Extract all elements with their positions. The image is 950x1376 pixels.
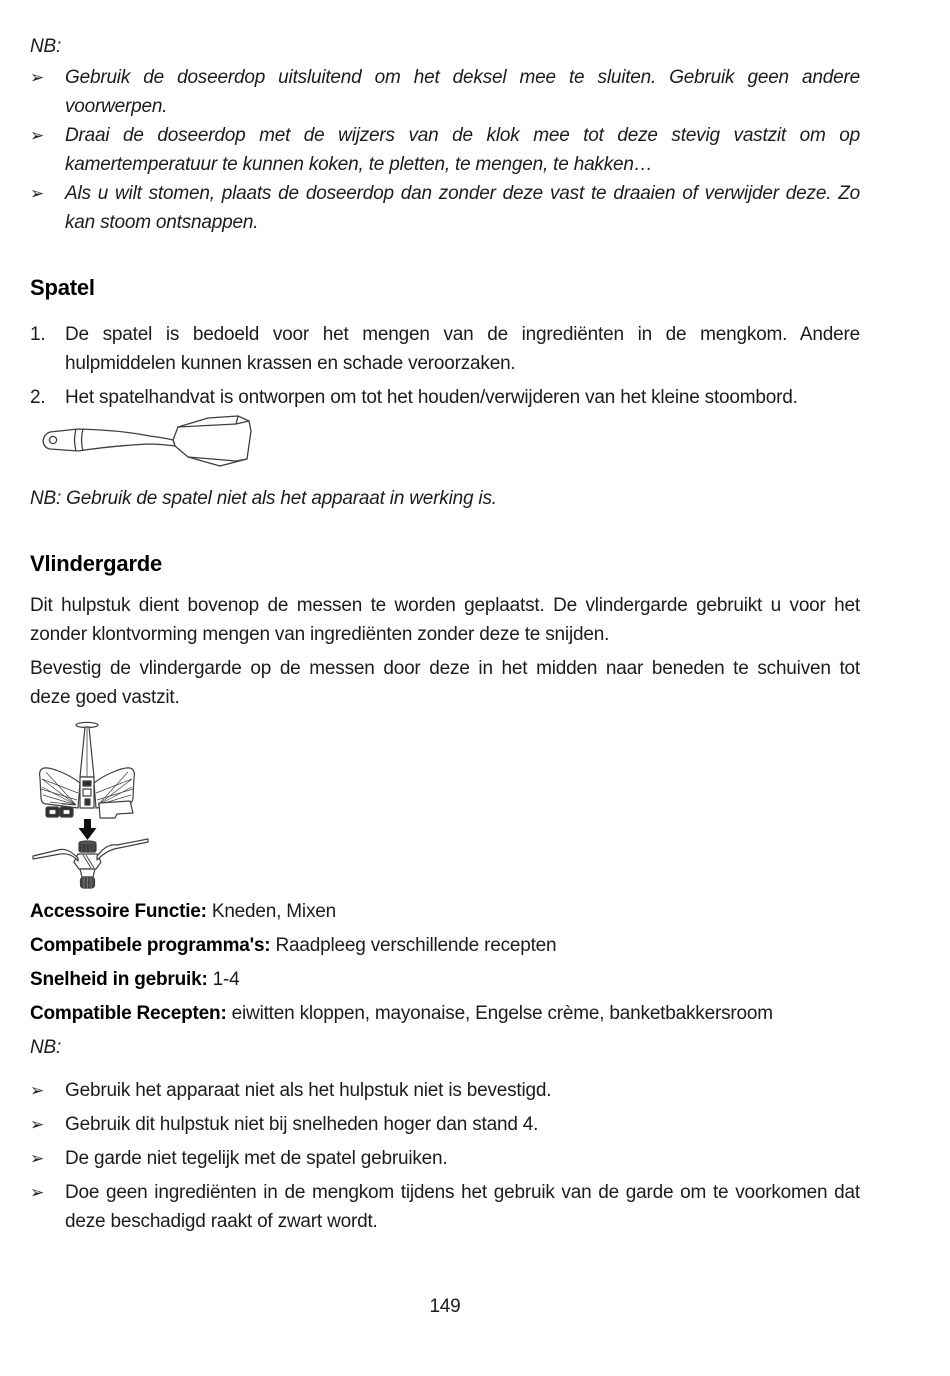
spec-line xyxy=(30,897,860,926)
list-item-line: Gebruik dit hulpstuk niet bij snelheden hoger dan stand 4. xyxy=(65,1114,539,1135)
spec-label: Compatible Recepten: xyxy=(30,1003,227,1024)
spatel-numbered-list xyxy=(30,320,860,412)
section-title-spatel: Spatel xyxy=(30,275,95,300)
paragraph-line: deze goed vastzit. xyxy=(30,687,180,708)
list-item xyxy=(30,383,860,412)
list-item-line: De garde niet tegelijk met de spatel gebruiken. xyxy=(65,1148,448,1169)
spec-label: Snelheid in gebruik: xyxy=(30,969,208,990)
spec-value: 1-4 xyxy=(207,969,240,990)
paragraph xyxy=(30,591,860,649)
butterfly-whisk-illustration xyxy=(30,717,152,889)
list-item-line: Gebruik het apparaat niet als het hulpstuk niet is bevestigd. xyxy=(65,1080,552,1101)
arrow-bullet-icon: ➢ xyxy=(30,68,45,87)
list-number: 2. xyxy=(30,387,46,408)
intro-note-list xyxy=(30,63,860,237)
arrow-bullet-icon: ➢ xyxy=(30,1115,45,1134)
list-item xyxy=(30,320,860,378)
paragraph-line: Dit hulpstuk dient bovenop de messen te worden geplaatst. De vlindergarde gebruikt u voor het xyxy=(30,595,860,616)
spec-label: Compatibele programma's: xyxy=(30,935,271,956)
list-item-line: deze beschadigd raakt of zwart wordt. xyxy=(65,1211,378,1232)
spec-value: Kneden, Mixen xyxy=(206,901,336,922)
spec-line xyxy=(30,965,860,994)
list-item xyxy=(30,1076,860,1105)
page-number: 149 xyxy=(429,1296,461,1317)
section-title-vlindergarde: Vlindergarde xyxy=(30,551,163,576)
arrow-bullet-icon: ➢ xyxy=(30,1149,45,1168)
spec-line xyxy=(30,999,860,1028)
list-item-line: Als u wilt stomen, plaats de doseerdop dan zonder deze vast te draaien of verwijder deze. Zo xyxy=(65,183,860,204)
list-item-line: hulpmiddelen kunnen krassen en schade veroorzaken. xyxy=(65,353,516,374)
spec-label: Accessoire Functie: xyxy=(30,901,207,922)
list-item xyxy=(30,63,860,121)
list-item-line: kan stoom ontsnappen. xyxy=(65,212,259,233)
list-item-line: Gebruik de doseerdop uitsluitend om het deksel mee te sluiten. Gebruik geen andere xyxy=(65,67,860,88)
list-item xyxy=(30,121,860,179)
note-label-mid: NB: xyxy=(30,1037,62,1058)
arrow-bullet-icon: ➢ xyxy=(30,184,45,203)
list-item-line: Doe geen ingrediënten in de mengkom tijdens het gebruik van de garde om te voorkomen dat xyxy=(65,1182,860,1203)
list-item-line: Het spatelhandvat is ontworpen om tot het houden/verwijderen van het kleine stoombord. xyxy=(65,387,798,408)
paragraph xyxy=(30,654,860,712)
list-number: 1. xyxy=(30,324,46,345)
list-item-line: Draai de doseerdop met de wijzers van de klok mee tot deze stevig vastzit om op xyxy=(65,125,860,146)
list-item-line: kamertemperatuur te kunnen koken, te pletten, te mengen, te hakken… xyxy=(65,154,653,175)
arrow-bullet-icon: ➢ xyxy=(30,126,45,145)
spatel-note: NB: Gebruik de spatel niet als het apparaat in werking is. xyxy=(30,488,497,509)
spec-value: Raadpleeg verschillende recepten xyxy=(270,935,557,956)
warning-list xyxy=(30,1076,860,1236)
note-label-top: NB: xyxy=(30,36,62,57)
paragraph-line: zonder klontvorming mengen van ingrediënten zonder deze te snijden. xyxy=(30,624,610,645)
spatula-figure xyxy=(40,415,255,470)
list-item xyxy=(30,1178,860,1236)
arrow-bullet-icon: ➢ xyxy=(30,1081,45,1100)
list-item xyxy=(30,1110,860,1139)
list-item xyxy=(30,1144,860,1173)
spec-value: eiwitten kloppen, mayonaise, Engelse crème, banketbakkersroom xyxy=(226,1003,773,1024)
paragraph-line: Bevestig de vlindergarde op de messen door deze in het midden naar beneden te schuiven tot xyxy=(30,658,860,679)
spec-line xyxy=(30,931,860,960)
spatula-illustration xyxy=(40,415,255,470)
butterfly-whisk-figure xyxy=(30,717,152,889)
list-item xyxy=(30,179,860,237)
arrow-bullet-icon: ➢ xyxy=(30,1183,45,1202)
list-item-line: voorwerpen. xyxy=(65,96,168,117)
list-item-line: De spatel is bedoeld voor het mengen van de ingrediënten in de mengkom. Andere xyxy=(65,324,860,345)
spec-list xyxy=(30,897,860,1062)
